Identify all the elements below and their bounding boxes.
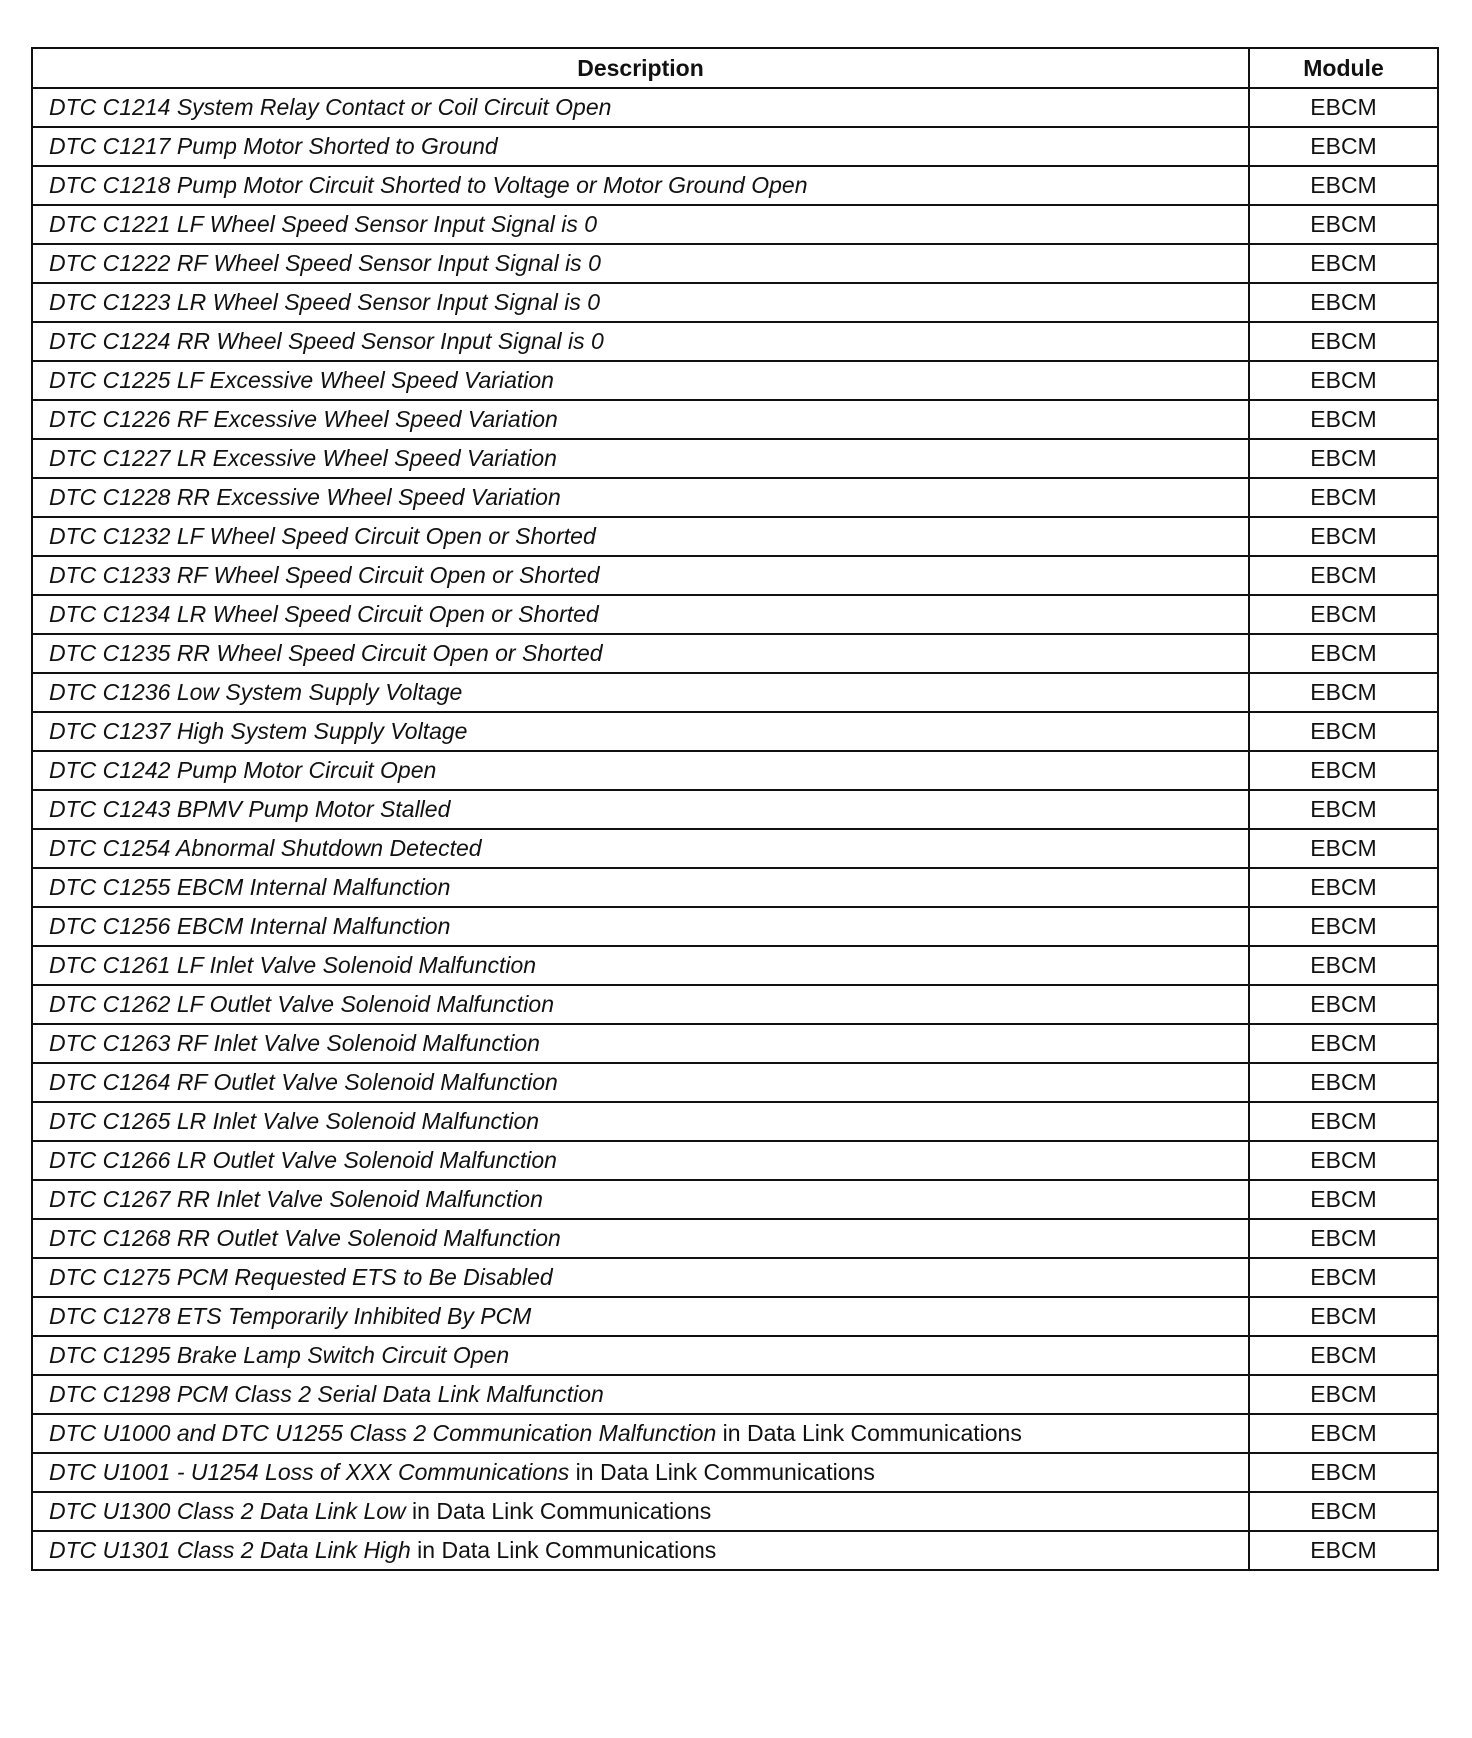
description-cell	[32, 1297, 1249, 1336]
dtc-title: DTC C1262 LF Outlet Valve Solenoid Malfunction	[49, 991, 554, 1017]
module-cell: EBCM	[1249, 1219, 1438, 1258]
description-cell	[32, 1063, 1249, 1102]
dtc-title: DTC C1217 Pump Motor Shorted to Ground	[49, 133, 498, 159]
module-cell: EBCM	[1249, 751, 1438, 790]
description-cell	[32, 127, 1249, 166]
module-cell: EBCM	[1249, 517, 1438, 556]
table-row	[32, 946, 1438, 985]
table-row	[32, 712, 1438, 751]
description-cell	[32, 322, 1249, 361]
table-row	[32, 1258, 1438, 1297]
description-cell	[32, 595, 1249, 634]
module-cell: EBCM	[1249, 283, 1438, 322]
description-cell	[32, 946, 1249, 985]
module-cell: EBCM	[1249, 244, 1438, 283]
description-cell	[32, 361, 1249, 400]
dtc-title: DTC C1242 Pump Motor Circuit Open	[49, 757, 437, 783]
dtc-title: DTC C1225 LF Excessive Wheel Speed Variation	[49, 367, 554, 393]
description-cell	[32, 868, 1249, 907]
table-row	[32, 1102, 1438, 1141]
table-row	[32, 1375, 1438, 1414]
dtc-title: DTC C1233 RF Wheel Speed Circuit Open or Shorted	[49, 562, 600, 588]
table-row	[32, 361, 1438, 400]
description-cell	[32, 1453, 1249, 1492]
dtc-title: DTC C1228 RR Excessive Wheel Speed Variation	[49, 484, 561, 510]
module-cell: EBCM	[1249, 1063, 1438, 1102]
description-cell	[32, 478, 1249, 517]
module-cell: EBCM	[1249, 1102, 1438, 1141]
description-cell	[32, 1102, 1249, 1141]
module-cell: EBCM	[1249, 1297, 1438, 1336]
module-cell: EBCM	[1249, 595, 1438, 634]
dtc-title: DTC C1278 ETS Temporarily Inhibited By PCM	[49, 1303, 532, 1329]
dtc-reference: in Data Link Communications	[569, 1459, 875, 1485]
description-cell	[32, 634, 1249, 673]
dtc-title: DTC U1300 Class 2 Data Link Low	[49, 1498, 406, 1524]
dtc-module-table	[31, 47, 1439, 1571]
dtc-reference: in Data Link Communications	[716, 1420, 1022, 1446]
description-cell	[32, 1375, 1249, 1414]
module-cell: EBCM	[1249, 907, 1438, 946]
table-row	[32, 439, 1438, 478]
table-row	[32, 127, 1438, 166]
description-cell	[32, 205, 1249, 244]
description-cell	[32, 712, 1249, 751]
table-row	[32, 1414, 1438, 1453]
table-row	[32, 166, 1438, 205]
table-row	[32, 88, 1438, 127]
module-cell: EBCM	[1249, 166, 1438, 205]
table-body	[32, 88, 1438, 1570]
dtc-title: DTC C1265 LR Inlet Valve Solenoid Malfunction	[49, 1108, 540, 1134]
dtc-title: DTC C1267 RR Inlet Valve Solenoid Malfunction	[49, 1186, 543, 1212]
description-cell	[32, 556, 1249, 595]
table-row	[32, 1297, 1438, 1336]
dtc-title: DTC C1221 LF Wheel Speed Sensor Input Signal is 0	[49, 211, 598, 237]
dtc-reference: in Data Link Communications	[405, 1498, 712, 1524]
description-cell	[32, 1219, 1249, 1258]
description-cell	[32, 88, 1249, 127]
table-row	[32, 907, 1438, 946]
table-row	[32, 634, 1438, 673]
table-row	[32, 985, 1438, 1024]
module-cell: EBCM	[1249, 1492, 1438, 1531]
dtc-title: DTC C1234 LR Wheel Speed Circuit Open or Shorted	[49, 601, 599, 627]
module-cell: EBCM	[1249, 868, 1438, 907]
dtc-title: DTC C1223 LR Wheel Speed Sensor Input Signal is 0	[49, 289, 601, 315]
table-row	[32, 556, 1438, 595]
description-cell	[32, 1141, 1249, 1180]
description-cell	[32, 1531, 1249, 1570]
table-row	[32, 478, 1438, 517]
description-cell	[32, 283, 1249, 322]
dtc-title: DTC C1232 LF Wheel Speed Circuit Open or Shorted	[49, 523, 596, 549]
description-cell	[32, 1180, 1249, 1219]
dtc-title: DTC C1264 RF Outlet Valve Solenoid Malfunction	[49, 1069, 558, 1095]
module-cell: EBCM	[1249, 1453, 1438, 1492]
description-cell	[32, 790, 1249, 829]
dtc-title: DTC C1298 PCM Class 2 Serial Data Link Malfunction	[49, 1381, 604, 1407]
module-cell: EBCM	[1249, 556, 1438, 595]
module-cell: EBCM	[1249, 946, 1438, 985]
table-row	[32, 673, 1438, 712]
module-cell: EBCM	[1249, 1024, 1438, 1063]
module-cell: EBCM	[1249, 1180, 1438, 1219]
dtc-title: DTC C1222 RF Wheel Speed Sensor Input Signal is 0	[49, 250, 601, 276]
description-cell	[32, 517, 1249, 556]
table-row	[32, 1219, 1438, 1258]
module-cell: EBCM	[1249, 127, 1438, 166]
table-row	[32, 595, 1438, 634]
table-row	[32, 1453, 1438, 1492]
module-cell: EBCM	[1249, 634, 1438, 673]
table-row	[32, 829, 1438, 868]
table-row	[32, 790, 1438, 829]
table-row	[32, 1024, 1438, 1063]
module-column-header: Module	[1249, 48, 1438, 88]
table-row	[32, 517, 1438, 556]
description-cell	[32, 244, 1249, 283]
table-row	[32, 1141, 1438, 1180]
description-cell	[32, 166, 1249, 205]
description-cell	[32, 1024, 1249, 1063]
dtc-title: DTC C1243 BPMV Pump Motor Stalled	[49, 796, 451, 822]
module-cell: EBCM	[1249, 322, 1438, 361]
table-row	[32, 868, 1438, 907]
table-header	[32, 48, 1438, 88]
module-cell: EBCM	[1249, 205, 1438, 244]
module-cell: EBCM	[1249, 790, 1438, 829]
table-row	[32, 283, 1438, 322]
module-cell: EBCM	[1249, 1414, 1438, 1453]
dtc-title: DTC C1226 RF Excessive Wheel Speed Variation	[49, 406, 558, 432]
dtc-title: DTC C1266 LR Outlet Valve Solenoid Malfunction	[49, 1147, 557, 1173]
dtc-title: DTC C1214 System Relay Contact or Coil Circuit Open	[49, 94, 612, 120]
dtc-reference: in Data Link Communications	[410, 1537, 717, 1563]
dtc-title: DTC U1301 Class 2 Data Link High	[49, 1537, 411, 1563]
module-cell: EBCM	[1249, 400, 1438, 439]
module-cell: EBCM	[1249, 712, 1438, 751]
dtc-title: DTC C1218 Pump Motor Circuit Shorted to Voltage or Motor Ground Open	[49, 172, 808, 198]
dtc-title: DTC C1237 High System Supply Voltage	[49, 718, 468, 744]
module-cell: EBCM	[1249, 1141, 1438, 1180]
dtc-title: DTC U1001 - U1254 Loss of XXX Communications	[49, 1459, 570, 1485]
description-cell	[32, 1258, 1249, 1297]
dtc-title: DTC C1236 Low System Supply Voltage	[49, 679, 463, 705]
table-row	[32, 1531, 1438, 1570]
dtc-title: DTC C1224 RR Wheel Speed Sensor Input Signal is 0	[49, 328, 604, 354]
module-cell: EBCM	[1249, 88, 1438, 127]
module-cell: EBCM	[1249, 439, 1438, 478]
table-row	[32, 400, 1438, 439]
description-cell	[32, 985, 1249, 1024]
module-cell: EBCM	[1249, 361, 1438, 400]
table-row	[32, 1180, 1438, 1219]
dtc-title: DTC U1000 and DTC U1255 Class 2 Communication Malfunction	[49, 1420, 717, 1446]
description-cell	[32, 1414, 1249, 1453]
description-cell	[32, 400, 1249, 439]
table-row	[32, 751, 1438, 790]
dtc-title: DTC C1227 LR Excessive Wheel Speed Variation	[49, 445, 557, 471]
dtc-title: DTC C1254 Abnormal Shutdown Detected	[49, 835, 482, 861]
description-cell	[32, 673, 1249, 712]
table-row	[32, 1063, 1438, 1102]
header-row	[32, 48, 1438, 88]
dtc-title: DTC C1256 EBCM Internal Malfunction	[49, 913, 451, 939]
module-cell: EBCM	[1249, 478, 1438, 517]
table-row	[32, 205, 1438, 244]
table-row	[32, 1492, 1438, 1531]
dtc-title: DTC C1235 RR Wheel Speed Circuit Open or Shorted	[49, 640, 603, 666]
dtc-title: DTC C1295 Brake Lamp Switch Circuit Open	[49, 1342, 510, 1368]
dtc-title: DTC C1275 PCM Requested ETS to Be Disabled	[49, 1264, 553, 1290]
module-cell: EBCM	[1249, 985, 1438, 1024]
table-row	[32, 322, 1438, 361]
module-cell: EBCM	[1249, 829, 1438, 868]
module-cell: EBCM	[1249, 1375, 1438, 1414]
description-cell	[32, 1492, 1249, 1531]
description-cell	[32, 829, 1249, 868]
table-row	[32, 244, 1438, 283]
description-cell	[32, 751, 1249, 790]
description-column-header: Description	[32, 48, 1249, 88]
description-cell	[32, 439, 1249, 478]
dtc-title: DTC C1261 LF Inlet Valve Solenoid Malfunction	[49, 952, 537, 978]
table-row	[32, 1336, 1438, 1375]
module-cell: EBCM	[1249, 1258, 1438, 1297]
module-cell: EBCM	[1249, 1336, 1438, 1375]
dtc-title: DTC C1263 RF Inlet Valve Solenoid Malfunction	[49, 1030, 540, 1056]
dtc-title: DTC C1268 RR Outlet Valve Solenoid Malfunction	[49, 1225, 561, 1251]
description-cell	[32, 1336, 1249, 1375]
dtc-title: DTC C1255 EBCM Internal Malfunction	[49, 874, 451, 900]
description-cell	[32, 907, 1249, 946]
module-cell: EBCM	[1249, 1531, 1438, 1570]
module-cell: EBCM	[1249, 673, 1438, 712]
